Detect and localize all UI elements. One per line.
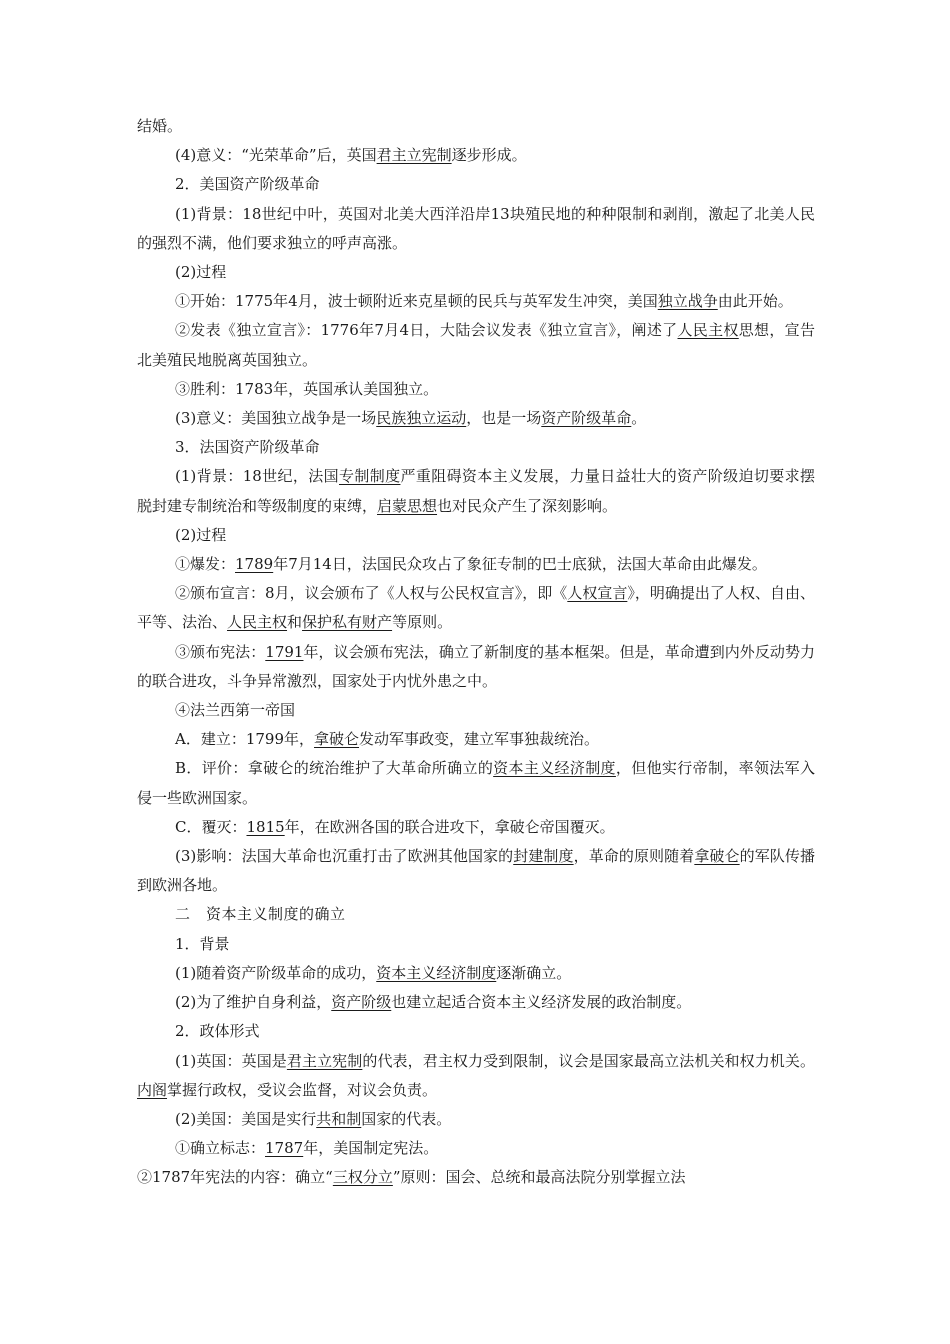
paragraph: [137, 200, 815, 258]
text-run: 》，明确提出了人权、自由、平等、法治、: [137, 584, 815, 632]
paragraph: [137, 638, 815, 696]
paragraph: [137, 1163, 815, 1192]
paragraph: [137, 813, 815, 842]
paragraph: [137, 754, 815, 812]
text-run: 年，在欧洲各国的联合进攻下，拿破仑帝国覆灭。: [284, 817, 615, 836]
paragraph: [137, 112, 815, 141]
underlined-term: 人权宣言: [567, 584, 628, 603]
text-run: 等原则。: [392, 613, 453, 632]
text-run: ③颁布宪法：: [175, 642, 266, 661]
text-run: ②发表《独立宣言》：1776年7月4日，大陆会议发表《独立宣言》，阐述了: [175, 321, 678, 340]
paragraph: [137, 988, 815, 1017]
text-run: ②颁布宣言：8月，议会颁布了《人权与公民权宣言》，即《: [175, 584, 568, 603]
paragraph: [137, 316, 815, 374]
underlined-term: 1791: [265, 642, 304, 661]
text-run: 年7月14日，法国民众攻占了象征专制的巴士底狱，法国大革命由此爆发。: [273, 555, 767, 574]
text-run: 逐步形成。: [451, 146, 527, 165]
underlined-term: 三权分立: [332, 1168, 393, 1187]
underlined-term: 封建制度: [513, 847, 574, 866]
text-run: C．覆灭：: [175, 817, 247, 836]
underlined-term: 资本主义经济制度: [493, 759, 616, 778]
text-run: (2)过程: [175, 525, 227, 544]
paragraph: [137, 521, 815, 550]
text-run: 严重阻碍资本主义发展，力量日益壮大的资产阶级迫切要求摆脱封建专制统治和等级制度的束缚，: [137, 467, 815, 515]
paragraph: [137, 696, 815, 725]
paragraph: [137, 462, 815, 520]
text-run: 逐渐确立。: [496, 963, 572, 982]
text-run: 年，议会颁布宪法，确立了新制度的基本框架。但是，革命遭到内外反动势力的联合进攻，斗争异常激烈，国家处于内忧外患之中。: [137, 642, 815, 690]
text-run: (1)英国：英国是: [175, 1051, 287, 1070]
text-run: 年，美国制定宪法。: [303, 1139, 439, 1158]
text-run: 3．法国资产阶级革命: [175, 438, 320, 457]
text-run: (1)背景：18世纪，法国: [175, 467, 339, 486]
text-run: 思想，宣告北美殖民地脱离英国独立。: [137, 321, 815, 369]
paragraph: [137, 1047, 815, 1105]
paragraph: [137, 930, 815, 959]
text-run: ③胜利：1783年，英国承认美国独立。: [175, 379, 439, 398]
paragraph: [137, 959, 815, 988]
underlined-term: 君主立宪制: [376, 146, 452, 165]
underlined-term: 资产阶级革命: [541, 409, 632, 428]
text-run: (2)过程: [175, 263, 227, 282]
text-run: 和: [287, 613, 303, 632]
text-run: ①爆发：: [175, 555, 236, 574]
text-run: ①确立标志：: [175, 1139, 266, 1158]
paragraph: [137, 1017, 815, 1046]
underlined-term: 启蒙思想: [377, 496, 438, 515]
paragraph: [137, 1134, 815, 1163]
underlined-term: 共和制: [316, 1109, 362, 1128]
text-run: A．建立：1799年，: [175, 730, 315, 749]
text-run: ”原则：国会、总统和最高法院分别掌握立法: [392, 1168, 686, 1187]
underlined-term: 人民主权: [677, 321, 739, 340]
text-run: 2．美国资产阶级革命: [175, 175, 320, 194]
document-body: [137, 112, 815, 1193]
underlined-term: 1789: [235, 555, 274, 574]
text-run: (1)随着资产阶级革命的成功，: [175, 963, 377, 982]
text-run: (4)意义：“光荣革命”后，英国: [175, 146, 377, 165]
text-run: 也对民众产生了深刻影响。: [437, 496, 618, 515]
underlined-term: 1815: [246, 817, 285, 836]
text-run: 发动军事政变，建立军事独裁统治。: [359, 730, 600, 749]
paragraph: [137, 258, 815, 287]
text-run: (2)为了维护自身利益，: [175, 993, 332, 1012]
paragraph: [137, 1105, 815, 1134]
underlined-term: 内阁: [137, 1080, 168, 1099]
paragraph: [137, 375, 815, 404]
underlined-term: 民族独立运动: [376, 409, 467, 428]
text-run: ①开始：1775年4月，波士顿附近来克星顿的民兵与英军发生冲突，美国: [175, 292, 658, 311]
underlined-term: 拿破仑: [314, 730, 360, 749]
underlined-term: 1787: [265, 1139, 304, 1158]
text-run: ，革命的原则随着: [573, 847, 695, 866]
text-run: (3)影响：法国大革命也沉重打击了欧洲其他国家的: [175, 847, 514, 866]
text-run: 1．背景: [175, 934, 230, 953]
underlined-term: 专制制度: [339, 467, 401, 486]
text-run: ④法兰西第一帝国: [175, 701, 296, 720]
text-run: ②1787年宪法的内容：确立“: [137, 1168, 333, 1187]
text-run: 结婚。: [137, 117, 183, 135]
text-run: ，也是一场: [466, 409, 542, 428]
text-run: 的代表，君主权力受到限制，议会是国家最高立法机关和权力机关。: [362, 1051, 815, 1070]
paragraph: [137, 725, 815, 754]
underlined-term: 保护私有财产: [302, 613, 393, 632]
paragraph: [137, 141, 815, 170]
text-run: (3)意义：美国独立战争是一场: [175, 409, 377, 428]
section-heading: [137, 900, 815, 929]
text-run: 。: [631, 409, 647, 428]
underlined-term: 资本主义经济制度: [376, 963, 497, 982]
text-run: (1)背景：18世纪中叶，英国对北美大西洋沿岸13块殖民地的种种限制和剥削，激起了北美人民的强烈不满，他们要求独立的呼声高涨。: [137, 204, 815, 252]
paragraph: [137, 170, 815, 199]
text-run: 二 资本主义制度的确立: [175, 905, 346, 924]
text-run: ，但他实行帝制，率领法军入侵一些欧洲国家。: [137, 759, 815, 807]
text-run: B．评价：拿破仑的统治维护了大革命所确立的: [175, 759, 494, 778]
paragraph: [137, 842, 815, 900]
text-run: 掌握行政权，受议会监督，对议会负责。: [167, 1080, 438, 1099]
paragraph: [137, 433, 815, 462]
underlined-term: 君主立宪制: [286, 1051, 363, 1070]
underlined-term: 人民主权: [227, 613, 288, 632]
text-run: 也建立起适合资本主义经济发展的政治制度。: [391, 993, 692, 1012]
paragraph: [137, 550, 815, 579]
paragraph: [137, 287, 815, 316]
text-run: (2)美国：美国是实行: [175, 1109, 317, 1128]
text-run: 由此开始。: [717, 292, 793, 311]
text-run: 的军队传播到欧洲各地。: [137, 847, 815, 895]
underlined-term: 拿破仑: [694, 847, 740, 866]
text-run: 2．政体形式: [175, 1022, 260, 1041]
underlined-term: 资产阶级: [331, 993, 392, 1012]
paragraph: [137, 579, 815, 637]
paragraph: [137, 404, 815, 433]
underlined-term: 独立战争: [657, 292, 718, 311]
text-run: 国家的代表。: [361, 1109, 452, 1128]
